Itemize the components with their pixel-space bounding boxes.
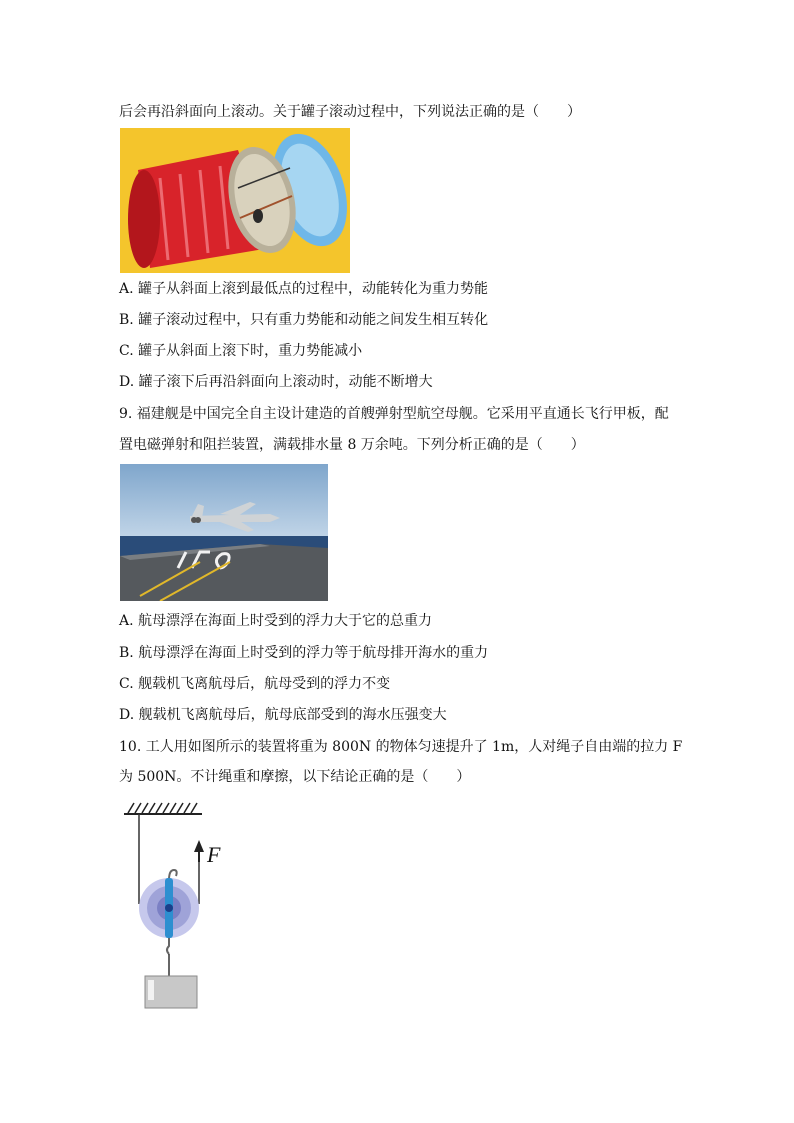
movable-pulley-diagram: [120, 800, 240, 1012]
q9-option-c: C. 舰载机飞离航母后，航母受到的浮力不变: [119, 676, 391, 692]
force-label: F: [207, 842, 221, 867]
q9-option-d: D. 舰载机飞离航母后，航母底部受到的海水压强变大: [119, 707, 447, 723]
q9-stem-line1: 9. 福建舰是中国完全自主设计建造的首艘弹射型航空母舰。它采用平直通长飞行甲板，配: [119, 406, 669, 422]
rolling-can-image: [120, 128, 350, 273]
q9-stem-line2: 置电磁弹射和阻拦装置，满载排水量 8 万余吨。下列分析正确的是（ ）: [119, 437, 585, 453]
q8-option-d: D. 罐子滚下后再沿斜面向上滚动时，动能不断增大: [119, 374, 433, 390]
q9-option-a: A. 航母漂浮在海面上时受到的浮力大于它的总重力: [119, 613, 433, 629]
q9-option-b: B. 航母漂浮在海面上时受到的浮力等于航母排开海水的重力: [119, 645, 489, 661]
aircraft-carrier-image: [120, 464, 328, 601]
q10-stem-line2: 为 500N。不计绳重和摩擦，以下结论正确的是（ ）: [119, 769, 471, 785]
q10-stem-line1: 10. 工人用如图所示的装置将重为 800N 的物体匀速提升了 1m，人对绳子自由端的拉力 F: [119, 739, 683, 755]
q8-stem: 后会再沿斜面向上滚动。关于罐子滚动过程中，下列说法正确的是（ ）: [119, 104, 581, 120]
q8-option-b: B. 罐子滚动过程中，只有重力势能和动能之间发生相互转化: [119, 312, 489, 328]
q8-option-a: A. 罐子从斜面上滚到最低点的过程中，动能转化为重力势能: [119, 281, 489, 297]
q8-option-c: C. 罐子从斜面上滚下时，重力势能减小: [119, 343, 363, 359]
